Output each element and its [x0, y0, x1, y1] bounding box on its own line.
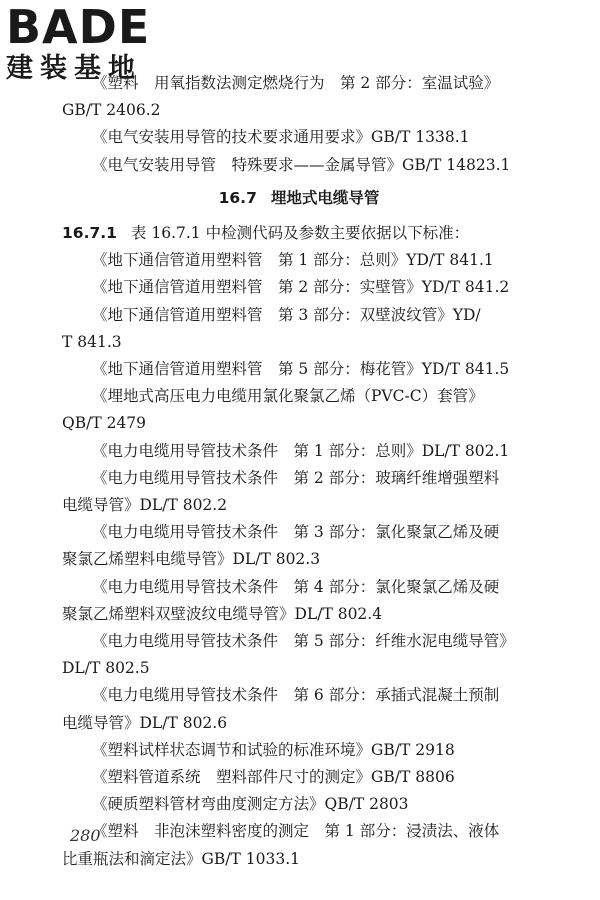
standard-line: 《电力电缆用导管技术条件 第 4 部分：氯化聚氯乙烯及硬 [92, 577, 500, 596]
ref-line: 《电气安装用导管的技术要求通用要求》GB/T 1338.1 [92, 128, 470, 147]
standard-line: 《电力电缆用导管技术条件 第 1 部分：总则》DL/T 802.1 [92, 441, 510, 460]
clause-number: 16.7.1 [62, 224, 117, 243]
standard-line-cont: DL/T 802.5 [62, 659, 150, 678]
standard-line: 《地下通信管道用塑料管 第 5 部分：梅花管》YD/T 841.5 [92, 360, 510, 379]
standard-line-cont: 电缆导管》DL/T 802.2 [62, 496, 228, 515]
section-number: 16.7 [218, 188, 257, 207]
standard-line: 《塑料试样状态调节和试验的标准环境》GB/T 2918 [92, 740, 455, 759]
standard-line-cont: QB/T 2479 [62, 414, 147, 433]
standard-line: 《地下通信管道用塑料管 第 2 部分：实壁管》YD/T 841.2 [92, 278, 510, 297]
standard-line-cont: 聚氯乙烯塑料电缆导管》DL/T 802.3 [62, 550, 321, 569]
clause-line [62, 220, 536, 247]
page-content [62, 70, 536, 873]
standard-line: 《电力电缆用导管技术条件 第 5 部分：纤维水泥电缆导管》 [92, 632, 515, 651]
section-title: 埋地式电缆导管 [270, 188, 380, 207]
standard-line: 《埋地式高压电力电缆用氯化聚氯乙烯（PVC-C）套管》 [92, 387, 484, 406]
ref-line-cont: GB/T 2406.2 [62, 101, 161, 120]
standard-line: 《电力电缆用导管技术条件 第 3 部分：氯化聚氯乙烯及硬 [92, 523, 500, 542]
standard-line-cont: T 841.3 [62, 332, 122, 351]
page-number: 280 [70, 826, 101, 845]
ref-line: 《电气安装用导管 特殊要求——金属导管》GB/T 14823.1 [92, 155, 511, 174]
standard-line-cont: 聚氯乙烯塑料双壁波纹电缆导管》DL/T 802.4 [62, 604, 383, 623]
section-heading [62, 185, 536, 212]
standard-line: 《电力电缆用导管技术条件 第 6 部分：承插式混凝土预制 [92, 686, 500, 705]
standard-line-cont: 比重瓶法和滴定法》GB/T 1033.1 [62, 849, 300, 868]
standard-line: 《塑料管道系统 塑料部件尺寸的测定》GB/T 8806 [92, 768, 455, 787]
logo-sub-text: 建装基地 [6, 53, 142, 84]
standard-line: 《地下通信管道用塑料管 第 3 部分：双壁波纹管》YD/ [92, 305, 481, 324]
standard-line: 《塑料 非泡沫塑料密度的测定 第 1 部分：浸渍法、液体 [92, 822, 500, 841]
standard-line: 《地下通信管道用塑料管 第 1 部分：总则》YD/T 841.1 [92, 251, 494, 270]
clause-intro: 表 16.7.1 中检测代码及参数主要依据以下标准： [130, 224, 470, 243]
standard-line: 《硬质塑料管材弯曲度测定方法》QB/T 2803 [92, 795, 409, 814]
ref-line: 《塑料 用氧指数法测定燃烧行为 第 2 部分：室温试验》 [92, 74, 500, 92]
standard-line-cont: 电缆导管》DL/T 802.6 [62, 713, 228, 732]
logo-main-text: BADE [6, 0, 151, 54]
standard-line: 《电力电缆用导管技术条件 第 2 部分：玻璃纤维增强塑料 [92, 468, 500, 487]
